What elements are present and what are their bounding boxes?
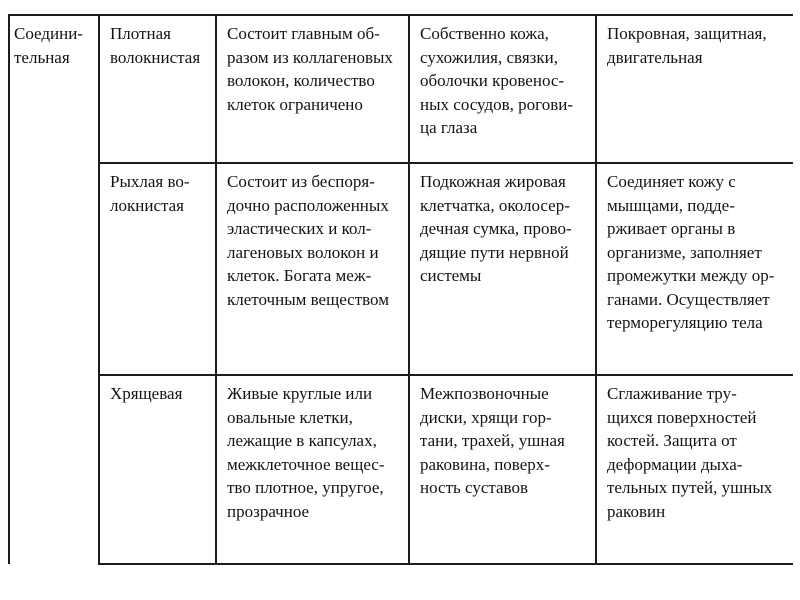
cell-text-line: тани, трахей, ушная [420, 431, 565, 450]
cell-text-line: рживает органы в [607, 219, 736, 238]
cell-text-line: ность суставов [420, 478, 528, 497]
cell-text-line: лежащие в капсулах, [227, 431, 377, 450]
function-cell [596, 15, 793, 163]
location-cell [409, 375, 596, 564]
cell-text-line: межклеточное вещес- [227, 454, 385, 474]
cell-text-line: двигательная [607, 47, 703, 67]
location-cell [409, 163, 596, 375]
structure-cell [216, 163, 409, 375]
tissue-type-cell [99, 163, 216, 375]
cell-text-line: Подкожная жировая [420, 172, 566, 191]
table-row [9, 375, 793, 564]
cell-text-line: прозрачное [227, 501, 310, 521]
cell-text-line: Собственно кожа, [420, 24, 549, 43]
cell-text-line: костей. Защита от [607, 431, 737, 450]
cell-text-line: клеток ограничено [227, 94, 363, 114]
tissue-table-wrapper [8, 14, 792, 600]
cell-text-line: Состоит из беспоря- [227, 172, 375, 191]
cell-text-line: Сглаживание тру- [607, 384, 737, 403]
cell-text-line: клеток. Богата меж- [227, 266, 372, 285]
function-cell [596, 163, 793, 375]
cell-text-line: эластических и кол- [227, 219, 372, 238]
structure-cell [216, 375, 409, 564]
location-cell [409, 15, 596, 163]
tissue-group-cell [9, 15, 99, 564]
cell-text-line: ца глаза [420, 118, 478, 137]
connective-tissue-table [8, 14, 793, 565]
cell-text-line: тельных путей, ушных [607, 478, 773, 497]
cell-text-line: локнистая [110, 195, 184, 215]
cell-text-line: раковин [607, 501, 666, 521]
cell-text-line: ных сосудов, рогови- [420, 94, 573, 114]
cell-text-line: дечная сумка, прово- [420, 219, 572, 238]
cell-text-line: Покровная, защитная, [607, 24, 767, 43]
tissue-group-label-line: тельная [14, 47, 70, 67]
cell-text-line: клеточным веществом [227, 289, 389, 309]
cell-text-line: Рыхлая во- [110, 172, 190, 191]
cell-text-line: организме, заполняет [607, 242, 762, 262]
cell-text-line: Хрящевая [110, 384, 183, 403]
cell-text-line: раковина, поверх- [420, 454, 550, 474]
cell-text-line: клетчатка, околосер- [420, 195, 570, 215]
cell-text-line: терморегуляцию тела [607, 313, 763, 332]
cell-text-line: Соединяет кожу с [607, 172, 736, 191]
cell-text-line: лагеновых волокон и [227, 242, 379, 262]
table-row [9, 15, 793, 163]
cell-text-line: диски, хрящи гор- [420, 407, 552, 427]
cell-text-line: ганами. Осуществляет [607, 289, 770, 309]
cell-text-line: дящие пути нервной [420, 242, 569, 262]
cell-text-line: овальные клетки, [227, 407, 353, 427]
cell-text-line: промежутки между ор- [607, 266, 775, 285]
cell-text-line: Состоит главным об- [227, 24, 380, 43]
cell-text-line: системы [420, 266, 482, 285]
structure-cell [216, 15, 409, 163]
cell-text-line: Межпозвоночные [420, 384, 549, 403]
cell-text-line: тво плотное, упругое, [227, 478, 384, 497]
tissue-group-label-line: Соедини- [14, 24, 83, 43]
cell-text-line: волокон, количество [227, 71, 375, 90]
cell-text-line: щихся поверхностей [607, 407, 757, 427]
cell-text-line: мышцами, подде- [607, 195, 735, 215]
cell-text-line: волокнистая [110, 47, 201, 67]
tissue-type-cell [99, 15, 216, 163]
cell-text-line: деформации дыха- [607, 454, 743, 474]
cell-text-line: сухожилия, связки, [420, 47, 558, 67]
cell-text-line: дочно расположенных [227, 195, 389, 215]
cell-text-line: Живые круглые или [227, 384, 373, 403]
table-row [9, 163, 793, 375]
function-cell [596, 375, 793, 564]
cell-text-line: Плотная [110, 24, 171, 43]
tissue-type-cell [99, 375, 216, 564]
cell-text-line: разом из коллагеновых [227, 47, 393, 67]
cell-text-line: оболочки кровенос- [420, 71, 565, 90]
